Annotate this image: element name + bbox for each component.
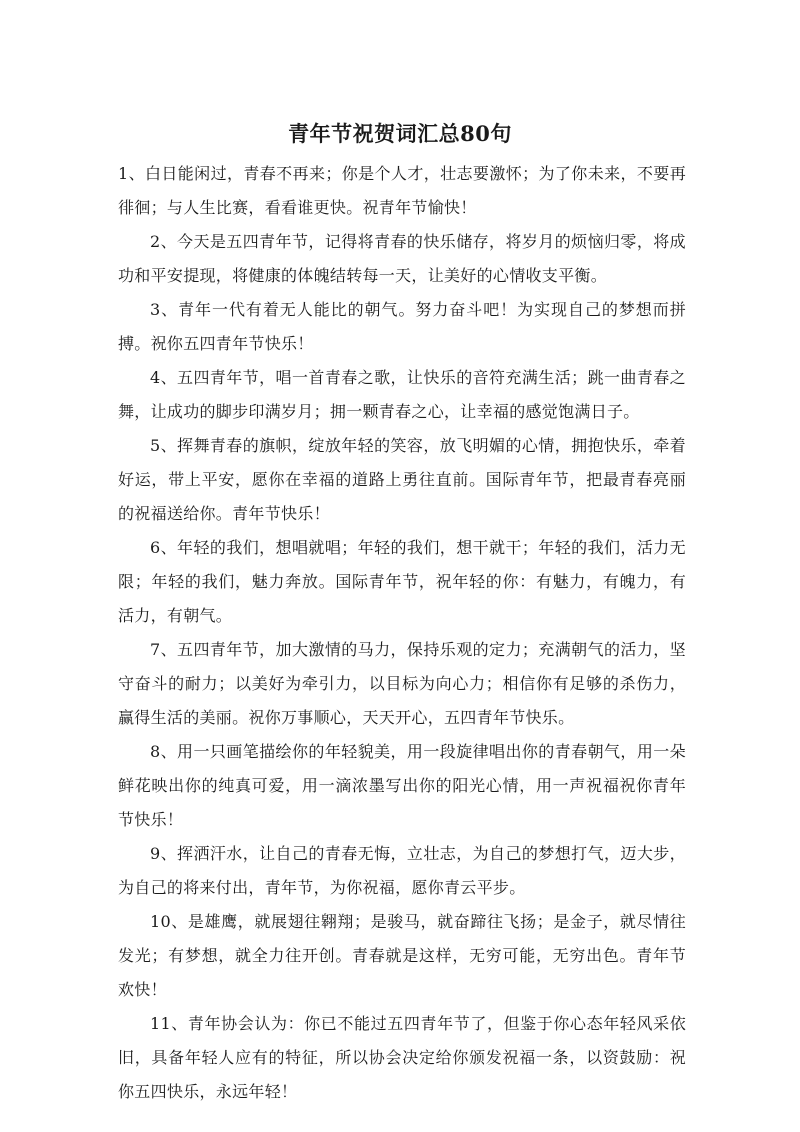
paragraph-5: 5、挥舞青春的旗帜，绽放年轻的笑容，放飞明媚的心情，拥抱快乐，牵着好运，带上平安，愿你在幸福的道路上勇往直前。国际青年节，把最青春亮丽的祝福送给你。青年节快乐！ bbox=[118, 436, 686, 523]
paragraph-8: 8、用一只画笔描绘你的年轻貌美，用一段旋律唱出你的青春朝气，用一朵鲜花映出你的纯真可爱，用一滴浓墨写出你的阳光心情，用一声祝福祝你青年节快乐！ bbox=[118, 742, 686, 829]
document-body bbox=[118, 157, 686, 1109]
paragraph-3: 3、青年一代有着无人能比的朝气。努力奋斗吧！为实现自己的梦想而拼搏。祝你五四青年节快乐！ bbox=[118, 300, 686, 353]
paragraph-1: 1、白日能闲过，青春不再来；你是个人才，壮志要激怀；为了你未来，不要再徘徊；与人生比赛，看看谁更快。祝青年节愉快！ bbox=[118, 164, 686, 217]
paragraph-6: 6、年轻的我们，想唱就唱；年轻的我们，想干就干；年轻的我们，活力无限；年轻的我们，魅力奔放。国际青年节，祝年轻的你：有魅力，有魄力，有活力，有朝气。 bbox=[118, 538, 686, 625]
paragraph-2: 2、今天是五四青年节，记得将青春的快乐储存，将岁月的烦恼归零，将成功和平安提现，将健康的体魄结转每一天，让美好的心情收支平衡。 bbox=[118, 232, 686, 285]
document-title: 青年节祝贺词汇总80句 bbox=[288, 121, 512, 146]
paragraph-11: 11、青年协会认为：你已不能过五四青年节了，但鉴于你心态年轻风采依旧，具备年轻人应有的特征，所以协会决定给你颁发祝福一条，以资鼓励：祝你五四快乐，永远年轻！ bbox=[118, 1014, 686, 1101]
paragraph-4: 4、五四青年节，唱一首青春之歌，让快乐的音符充满生活；跳一曲青春之舞，让成功的脚步印满岁月；拥一颗青春之心，让幸福的感觉饱满日子。 bbox=[118, 368, 686, 421]
paragraph-10: 10、是雄鹰，就展翅往翱翔；是骏马，就奋蹄往飞扬；是金子，就尽情往发光；有梦想，就全力往开创。青春就是这样，无穷可能，无穷出色。青年节欢快！ bbox=[118, 912, 686, 999]
paragraph-9: 9、挥洒汗水，让自己的青春无悔，立壮志，为自己的梦想打气，迈大步，为自己的将来付出，青年节，为你祝福，愿你青云平步。 bbox=[118, 844, 686, 897]
paragraph-7: 7、五四青年节，加大激情的马力，保持乐观的定力；充满朝气的活力，坚守奋斗的耐力；以美好为牵引力，以目标为向心力；相信你有足够的杀伤力，赢得生活的美丽。祝你万事顺心，天天开心，五四青年节快乐。 bbox=[118, 640, 686, 727]
